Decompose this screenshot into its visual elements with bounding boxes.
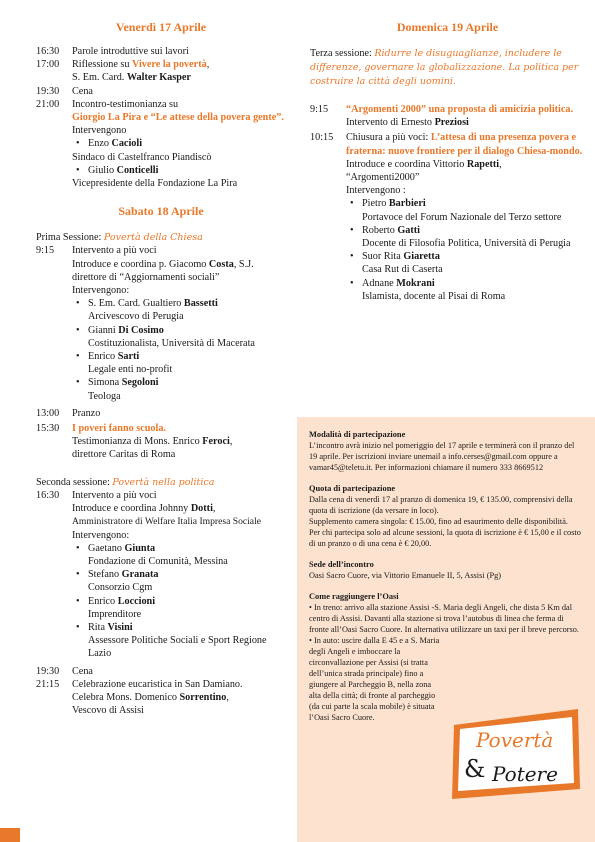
session-label: Terza sessione: Ridurre le disuguaglianze, includere le differenze, governare la globalizzazione. La politica per costruire la città degli uomini. bbox=[310, 48, 579, 87]
list-item: • Giulio Conticelli bbox=[72, 164, 286, 177]
list-item: • Stefano Granata bbox=[72, 568, 286, 581]
talk-title: Giorgio La Pira e “Le attese della povera gente”. bbox=[72, 112, 284, 124]
speaker-list: • S. Em. Card. Gualtiero Bassetti Arcivescovo di Perugia • Gianni Di Cosimo Costituzionalista, Università di Macerata • Enrico Sarti Legale enti no-profit • Simona Segoloni Teologa bbox=[72, 297, 286, 403]
sunday-heading: Domenica 19 Aprile bbox=[396, 20, 499, 34]
talk-title: L’attesa di una presenza povera e fraterna: nuove frontiere per il dialogo Chiesa-mondo. bbox=[346, 132, 583, 157]
program-row: 17:00 Riflessione su Vivere la povertà, S. Em. Card. Walter Kasper bbox=[36, 59, 210, 84]
session-label: Seconda sessione: Povertà nella politica bbox=[36, 476, 215, 488]
talk-title: I poveri fanno scuola. bbox=[72, 423, 166, 435]
program-row: 21:15 Celebrazione eucaristica in San Damiano. Celebra Mons. Domenico Sorrentino, Vescovo di Assisi bbox=[36, 678, 243, 717]
talk-title: Vivere la povertà bbox=[132, 59, 207, 71]
section-heading: Quota di partecipazione bbox=[309, 484, 396, 493]
section-heading: Sede dell’incontro bbox=[309, 560, 374, 569]
program-row: 19:30 Cena bbox=[36, 665, 93, 677]
logo-line2: Potere bbox=[492, 762, 558, 786]
list-item: • Enzo Cacioli bbox=[72, 137, 286, 150]
list-item: • Pietro Barbieri bbox=[346, 197, 585, 210]
list-item: • Gianni Di Cosimo bbox=[72, 324, 286, 337]
talk-title: “Argomenti 2000” una proposta di amicizia politica. bbox=[346, 104, 574, 115]
logo-amp: & bbox=[464, 755, 486, 783]
logo-graphic bbox=[450, 705, 582, 801]
list-item: • Rita Visini bbox=[72, 621, 286, 634]
program-row: 13:00 Pranzo bbox=[36, 407, 101, 419]
list-item: • Enrico Sarti bbox=[72, 350, 286, 363]
speaker-list: • Gaetano Giunta Fondazione di Comunità, Messina • Stefano Granata Consorzio Cgm • Enrico Loccioni Imprenditore • Rita Visini Assessore Politiche Sociali e Sport Regione Lazio bbox=[72, 542, 286, 661]
logo bbox=[450, 705, 582, 801]
program-row: 19:30 Cena bbox=[36, 85, 93, 97]
program-row: 15:30 I poveri fanno scuola. Testimonianza di Mons. Enrico Feroci, direttore Caritas di Roma bbox=[36, 423, 233, 461]
program-row: 10:15 Chiusura a più voci: L’attesa di una presenza povera e fraterna: nuove frontiere per il dialogo Chiesa-mondo. Introduce e coordina Vittorio Rapetti, “Argomenti2000” Intervengono : • Pietro Barbieri Portavoce del Forum Nazionale del Terzo settore • Roberto Gatti Docente di Filosofia Politica, Università di Perugia • Suor Rita Giaretta Casa Rut di Caserta • Adnane Mokrani Islamista, docente al Pisai di Roma bbox=[310, 131, 585, 303]
program-row: 16:30 Intervento a più voci Introduce e coordina Johnny Dotti, Amministratore di Welfare Italia Impresa Sociale Intervengono: • Gaetano Giunta Fondazione di Comunità, Messina • Stefano Granata Consorzio Cgm • Enrico Loccioni Imprenditore • Rita Visini Assessore Politiche Sociali e Sport Regione Lazio bbox=[36, 489, 286, 661]
list-item: • S. Em. Card. Gualtiero Bassetti bbox=[72, 297, 286, 310]
list-item: • Roberto Gatti bbox=[346, 224, 585, 237]
program-row: 21:00 Incontro-testimonianza su Giorgio La Pira e “Le attese della povera gente”. Intervengono • Enzo Cacioli Sindaco di Castelfranco Piandiscò • Giulio Conticelli Vicepresidente della Fondazione La Pira bbox=[36, 98, 286, 190]
right-column bbox=[310, 0, 585, 303]
section-heading: Come raggiungere l’Oasi bbox=[309, 592, 399, 601]
program-row: 9:15 Intervento a più voci Introduce e coordina p. Giacomo Costa, S.J. direttore di “Aggiornamenti sociali” Intervengono: • S. Em. Card. Gualtiero Bassetti Arcivescovo di Perugia • Gianni Di Cosimo Costituzionalista, Università di Macerata • Enrico Sarti Legale enti no-profit • Simona Segoloni Teologa bbox=[36, 244, 286, 402]
session-label: Prima Sessione: Povertà della Chiesa bbox=[36, 232, 203, 244]
corner-stripe bbox=[0, 828, 20, 842]
list-item: • Gaetano Giunta bbox=[72, 542, 286, 555]
left-column bbox=[36, 0, 286, 717]
list-item: • Suor Rita Giaretta bbox=[346, 250, 585, 263]
list-item: • Simona Segoloni bbox=[72, 376, 286, 389]
program-row: 9:15 “Argomenti 2000” una proposta di amicizia politica. Intervento di Ernesto Preziosi bbox=[310, 104, 574, 129]
info-box: Modalità di partecipazione L’incontro avrà inizio nel pomeriggio del 17 aprile e terminerà con il pranzo del 19 aprile. Per iscrizioni inviare unemail a info.cerses@gmail.com oppure a vamar45@teletu.it. Per informazioni chiamare il numero 333 8669512 Quota di partecipazione Dalla cena di venerdì 17 al pranzo di domenica 19, € 135.00, comprensivi della quota di iscrizione (da versare in loco). Supplemento camera singola: € 15.00, fino ad esaurimento delle disponibilità. Per chi partecipa solo ad alcune sessioni, la quota di iscrizione è € 15,00 e il costo di un pranzo o di una cena è € 20,00. Sede dell’incontro Oasi Sacro Cuore, via Vittorio Emanuele II, 5, Assisi (Pg) Come raggiungere l’Oasi • In treno: arrivo alla stazione Assisi -S. Maria degli Angeli, che dista 5 Km dal centro di Assisi. Davanti alla stazione si trova l’autobus di linea che ferma di fronte all’Oasi Sacro Cuore. In alternativa utilizzare un taxi per il breve percorso. • In auto: uscire dalla E 45 e a S. Maria degli Angeli e imboccare la circonvallazione per Assisi (si tratta dell’unica strada principale) fino a giungere al Parcheggio B, nella zona alta della città; di fronte al parcheggio (da cui parte la scala mobile) è situata l’Oasi Sacro Cuore. bbox=[297, 417, 595, 842]
logo-line1: Povertà bbox=[476, 728, 554, 752]
saturday-heading: Sabato 18 Aprile bbox=[118, 204, 204, 219]
list-item: • Enrico Loccioni bbox=[72, 595, 286, 608]
speaker-list: • Pietro Barbieri Portavoce del Forum Nazionale del Terzo settore • Roberto Gatti Docente di Filosofia Politica, Università di Perugia • Suor Rita Giaretta Casa Rut di Caserta • Adnane Mokrani Islamista, docente al Pisai di Roma bbox=[346, 197, 585, 303]
section-heading: Modalità di partecipazione bbox=[309, 430, 406, 439]
list-item: • Adnane Mokrani bbox=[346, 277, 585, 290]
program-row: 16:30 Parole introduttive sui lavori bbox=[36, 46, 189, 57]
speaker-list: • Enzo Cacioli Sindaco di Castelfranco Piandiscò • Giulio Conticelli Vicepresidente della Fondazione La Pira bbox=[72, 137, 286, 190]
friday-heading: Venerdì 17 Aprile bbox=[115, 20, 207, 34]
